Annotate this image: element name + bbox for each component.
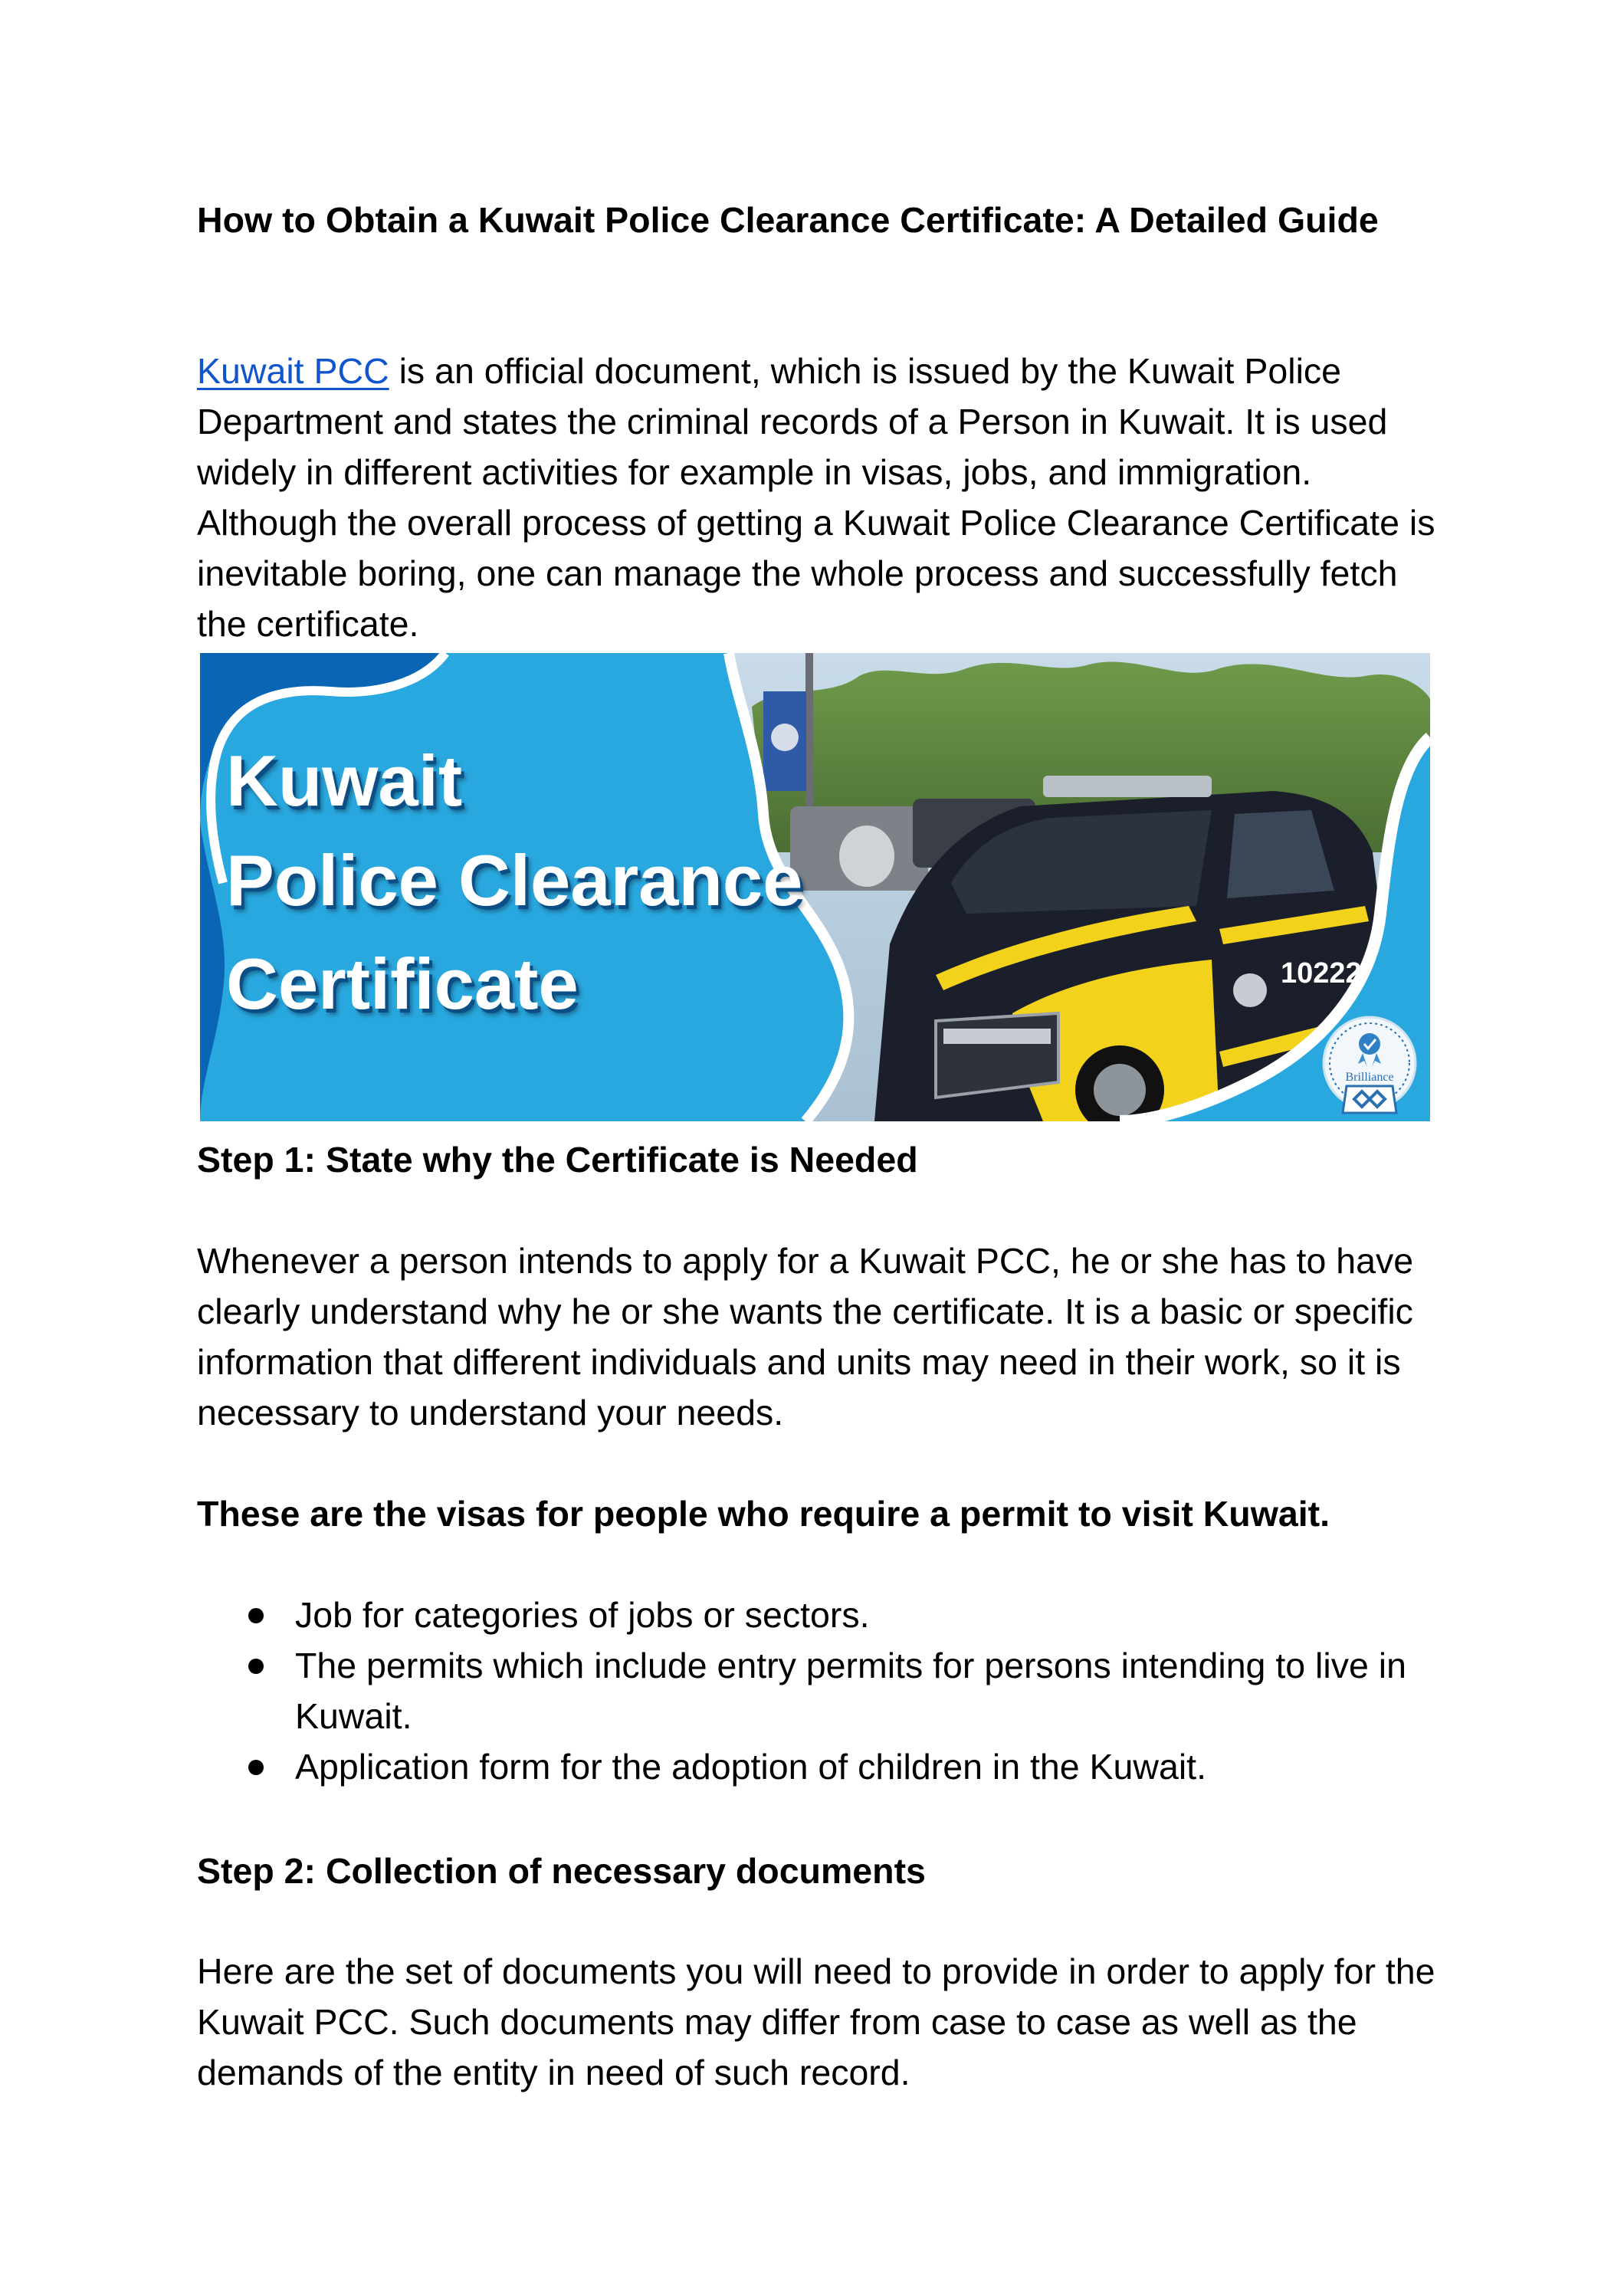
- list-item: [230, 1741, 1426, 1792]
- list-item: [230, 1590, 1426, 1640]
- step2-heading: Step 2: Collection of necessary documents: [197, 1851, 926, 1891]
- svg-text:Brilliance: Brilliance: [1345, 1071, 1394, 1084]
- bullet-icon: [248, 1760, 264, 1775]
- kuwait-pcc-link[interactable]: Kuwait PCC: [197, 351, 389, 391]
- step1-heading: Step 1: State why the Certificate is Needed: [197, 1140, 918, 1180]
- document-title: How to Obtain a Kuwait Police Clearance Certificate: A Detailed Guide: [197, 200, 1379, 240]
- bullet-icon: [248, 1608, 264, 1623]
- step1-paragraph: Whenever a person intends to apply for a Kuwait PCC, he or she has to have clearly understand why he or she wants the certificate. It is a basic or specific information that different individuals and units may need in their work, so it is necessary to understand your needs.: [197, 1241, 1414, 1433]
- intro-text: is an official document, which is issued by the Kuwait Police Department and states the criminal records of a Person in Kuwait. It is used widely in different activities for example in visas, jobs, and immigration. Although the overall process of getting a Kuwait Police Clearance Certificate is inevitable boring, one can manage the whole process and successfully fetch the certificate.: [197, 351, 1435, 644]
- intro-paragraph: [197, 346, 1439, 649]
- list-item-text: Job for categories of jobs or sectors.: [295, 1595, 870, 1635]
- list-item: [230, 1640, 1426, 1741]
- list-item-text: The permits which include entry permits for persons intending to live in Kuwait.: [295, 1646, 1406, 1736]
- banner-line-certificate: Certificate: [226, 944, 579, 1024]
- bullet-icon: [248, 1659, 264, 1674]
- banner-image: [200, 653, 1430, 1121]
- visas-heading: These are the visas for people who require a permit to visit Kuwait.: [197, 1494, 1330, 1534]
- list-item-text: Application form for the adoption of children in the Kuwait.: [295, 1747, 1207, 1787]
- svg-text:10222: 10222: [1281, 957, 1362, 989]
- visas-list: [230, 1590, 1426, 1792]
- brilliance-badge-icon: [1320, 1013, 1419, 1119]
- banner-line-kuwait: Kuwait: [226, 740, 463, 821]
- step2-paragraph: Here are the set of documents you will need to provide in order to apply for the Kuwait PCC. Such documents may differ from case to case as well as the demands of the entity in need of such record.: [197, 1951, 1435, 2092]
- banner-line-police-clearance: Police Clearance: [226, 840, 803, 921]
